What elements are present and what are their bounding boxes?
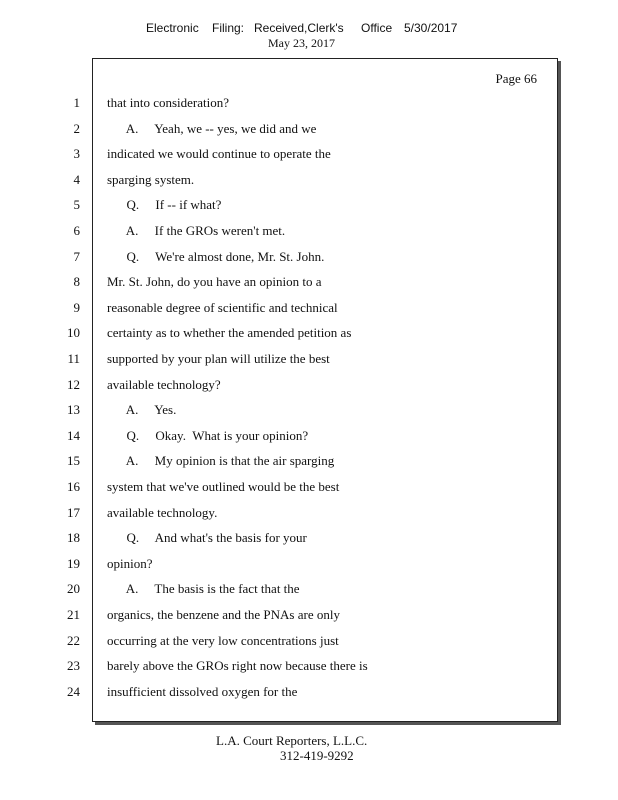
stamp-date: 5/30/2017 [404, 21, 458, 35]
line-text: A. Yes. [107, 402, 177, 417]
line-text: insufficient dissolved oxygen for the [107, 684, 298, 699]
line-text: reasonable degree of scientific and technical [107, 300, 338, 315]
line-number: 16 [67, 479, 80, 494]
line-text: organics, the benzene and the PNAs are only [107, 607, 340, 622]
line-number: 11 [67, 351, 80, 366]
page-number: Page 66 [495, 71, 537, 86]
footer-company: L.A. Court Reporters, L.L.C. [216, 733, 368, 748]
stamp-electronic: Electronic [146, 21, 199, 35]
transcript-date: May 23, 2017 [268, 36, 335, 50]
line-text: available technology? [107, 377, 221, 392]
line-number: 17 [67, 505, 80, 520]
line-text: sparging system. [107, 172, 195, 187]
line-text: A. Yeah, we -- yes, we did and we [107, 121, 317, 136]
line-number: 24 [67, 684, 80, 699]
line-number: 23 [67, 658, 80, 673]
line-number: 3 [73, 146, 80, 161]
line-number: 18 [67, 530, 80, 545]
line-text: A. The basis is the fact that the [107, 581, 300, 596]
line-text: available technology. [107, 505, 218, 520]
footer-phone: 312-419-9292 [280, 748, 354, 763]
line-text: Q. Okay. What is your opinion? [107, 428, 309, 443]
line-number: 13 [67, 402, 80, 417]
line-text: supported by your plan will utilize the best [107, 351, 330, 366]
line-text: Mr. St. John, do you have an opinion to a [107, 274, 322, 289]
line-number: 15 [67, 453, 80, 468]
line-text: indicated we would continue to operate the [107, 146, 331, 161]
line-number: 10 [67, 325, 80, 340]
line-number: 21 [67, 607, 80, 622]
line-text: barely above the GROs right now because there is [107, 658, 368, 673]
stamp-received: Received,Clerk's [254, 21, 344, 35]
line-text: opinion? [107, 556, 153, 571]
line-text: system that we've outlined would be the best [107, 479, 340, 494]
stamp-filing: Filing: [212, 21, 245, 35]
line-number: 12 [67, 377, 80, 392]
line-number: 19 [67, 556, 80, 571]
line-number: 22 [67, 633, 80, 648]
line-text: Q. If -- if what? [107, 197, 222, 212]
line-text: Q. We're almost done, Mr. St. John. [107, 249, 325, 264]
line-text: Q. And what's the basis for your [107, 530, 307, 545]
line-number: 6 [73, 223, 80, 238]
line-number: 14 [67, 428, 80, 443]
line-number: 5 [73, 197, 80, 212]
line-text: that into consideration? [107, 95, 230, 110]
line-text: certainty as to whether the amended petition as [107, 325, 352, 340]
line-number: 4 [73, 172, 80, 187]
line-text: A. If the GROs weren't met. [107, 223, 286, 238]
line-number: 2 [73, 121, 80, 136]
line-text: occurring at the very low concentrations just [107, 633, 339, 648]
line-number: 9 [73, 300, 80, 315]
line-number: 20 [67, 581, 80, 596]
line-number: 1 [73, 95, 80, 110]
line-number: 7 [73, 249, 80, 264]
stamp-office: Office [361, 21, 393, 35]
line-number: 8 [73, 274, 80, 289]
line-text: A. My opinion is that the air sparging [107, 453, 335, 468]
